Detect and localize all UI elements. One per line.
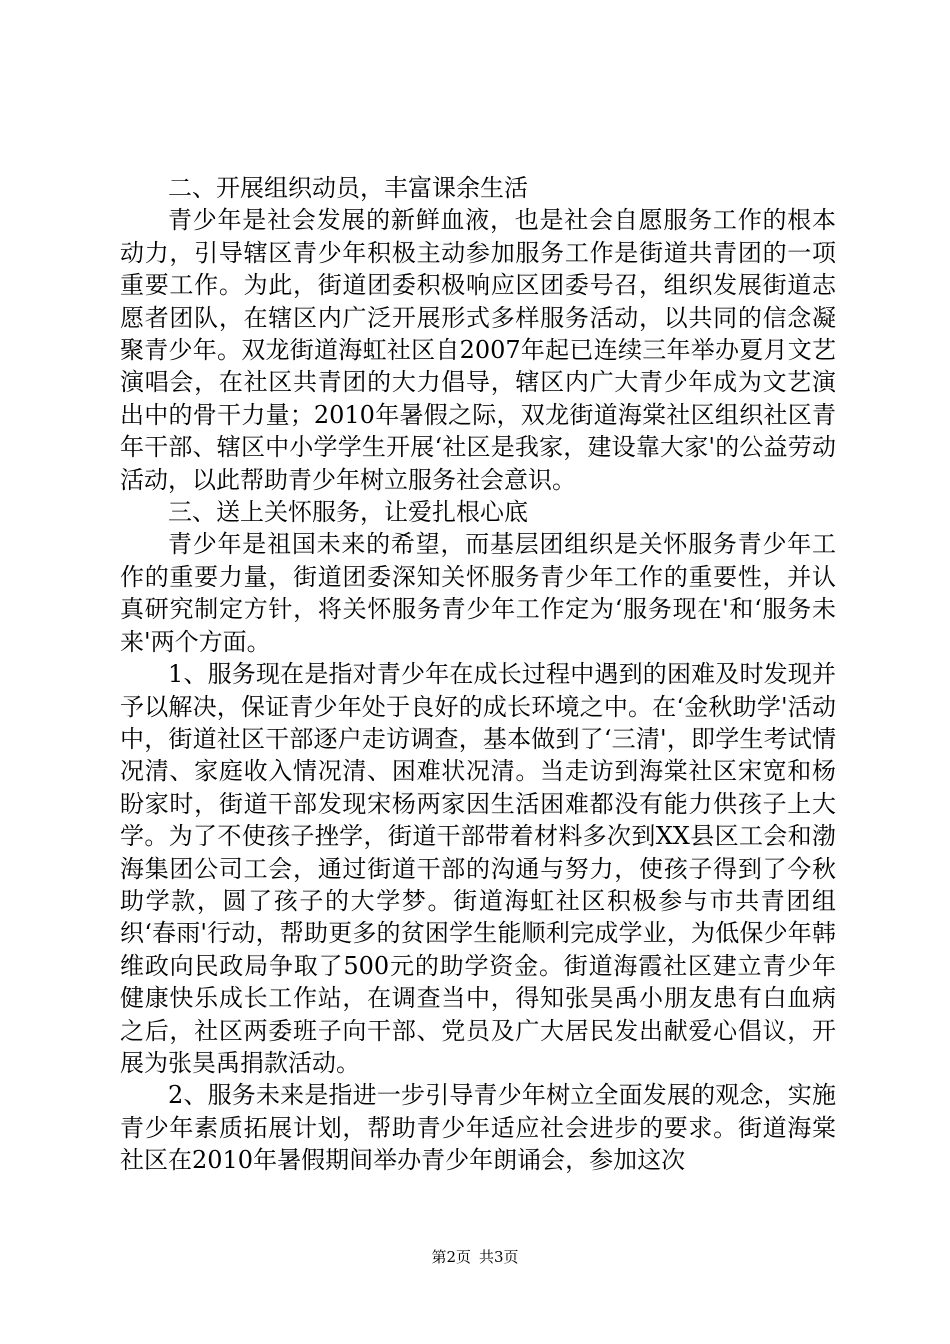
section-heading-2: 二、开展组织动员，丰富课余生活 xyxy=(168,174,528,202)
page-number: 第2页 xyxy=(431,1248,471,1266)
body-paragraph: 2、服务未来是指进一步引导青少年树立全面发展的观念，实施青少年素质拓展计划，帮助青少年适应社会进步的要求。街道海棠社区在2010年暑假期间举办青少年朗诵会，参加这次 xyxy=(120,1081,836,1175)
section-heading-3: 三、送上关怀服务，让爱扎根心底 xyxy=(168,498,528,527)
document-body xyxy=(120,172,836,1177)
body-paragraph: 青少年是社会发展的新鲜血液，也是社会自愿服务工作的根本动力，引导辖区青少年积极主动参加服务工作是街道共青团的一项重要工作。为此，街道团委积极响应区团委号召，组织发展街道志愿者团队，在辖区内广泛开展形式多样服务活动，以共同的信念凝聚青少年。双龙街道海虹社区自2007年起已连续三年举办夏月文艺演唱会，在社区共青团的大力倡导，辖区内广大青少年成为文艺演出中的骨干力量；2010年暑假之际，双龙街道海棠社区组织社区青年干部、辖区中小学学生开展‘社区是我家，建设靠大家'的公益劳动活动，以此帮助青少年树立服务社会意识。 xyxy=(120,206,836,494)
page-footer xyxy=(0,1246,950,1267)
page-total: 共3页 xyxy=(479,1248,519,1266)
body-paragraph: 1、服务现在是指对青少年在成长过程中遇到的困难及时发现并予以解决，保证青少年处于良好的成长环境之中。在‘金秋助学'活动中，街道社区干部逐户走访调查，基本做到了‘三清'，即学生考试情况清、家庭收入情况清、困难状况清。当走访到海棠社区宋宽和杨盼家时，街道干部发现宋杨两家因生活困难都没有能力供孩子上大学。为了不使孩子挫学，街道干部带着材料多次到XX县区工会和渤海集团公司工会，通过街道干部的沟通与努力，使孩子得到了今秋助学款，圆了孩子的大学梦。街道海虹社区积极参与市共青团组织‘春雨'行动，帮助更多的贫困学生能顺利完成学业，为低保少年韩维政向民政局争取了500元的助学资金。街道海霞社区建立青少年健康快乐成长工作站，在调查当中，得知张昊禹小朋友患有白血病之后，社区两委班子向干部、党员及广大居民发出献爱心倡议，开展为张昊禹捐款活动。 xyxy=(120,660,836,1077)
body-paragraph: 青少年是祖国未来的希望，而基层团组织是关怀服务青少年工作的重要力量，街道团委深知关怀服务青少年工作的重要性，并认真研究制定方针，将关怀服务青少年工作定为‘服务现在'和‘服务未来'两个方面。 xyxy=(120,530,836,656)
